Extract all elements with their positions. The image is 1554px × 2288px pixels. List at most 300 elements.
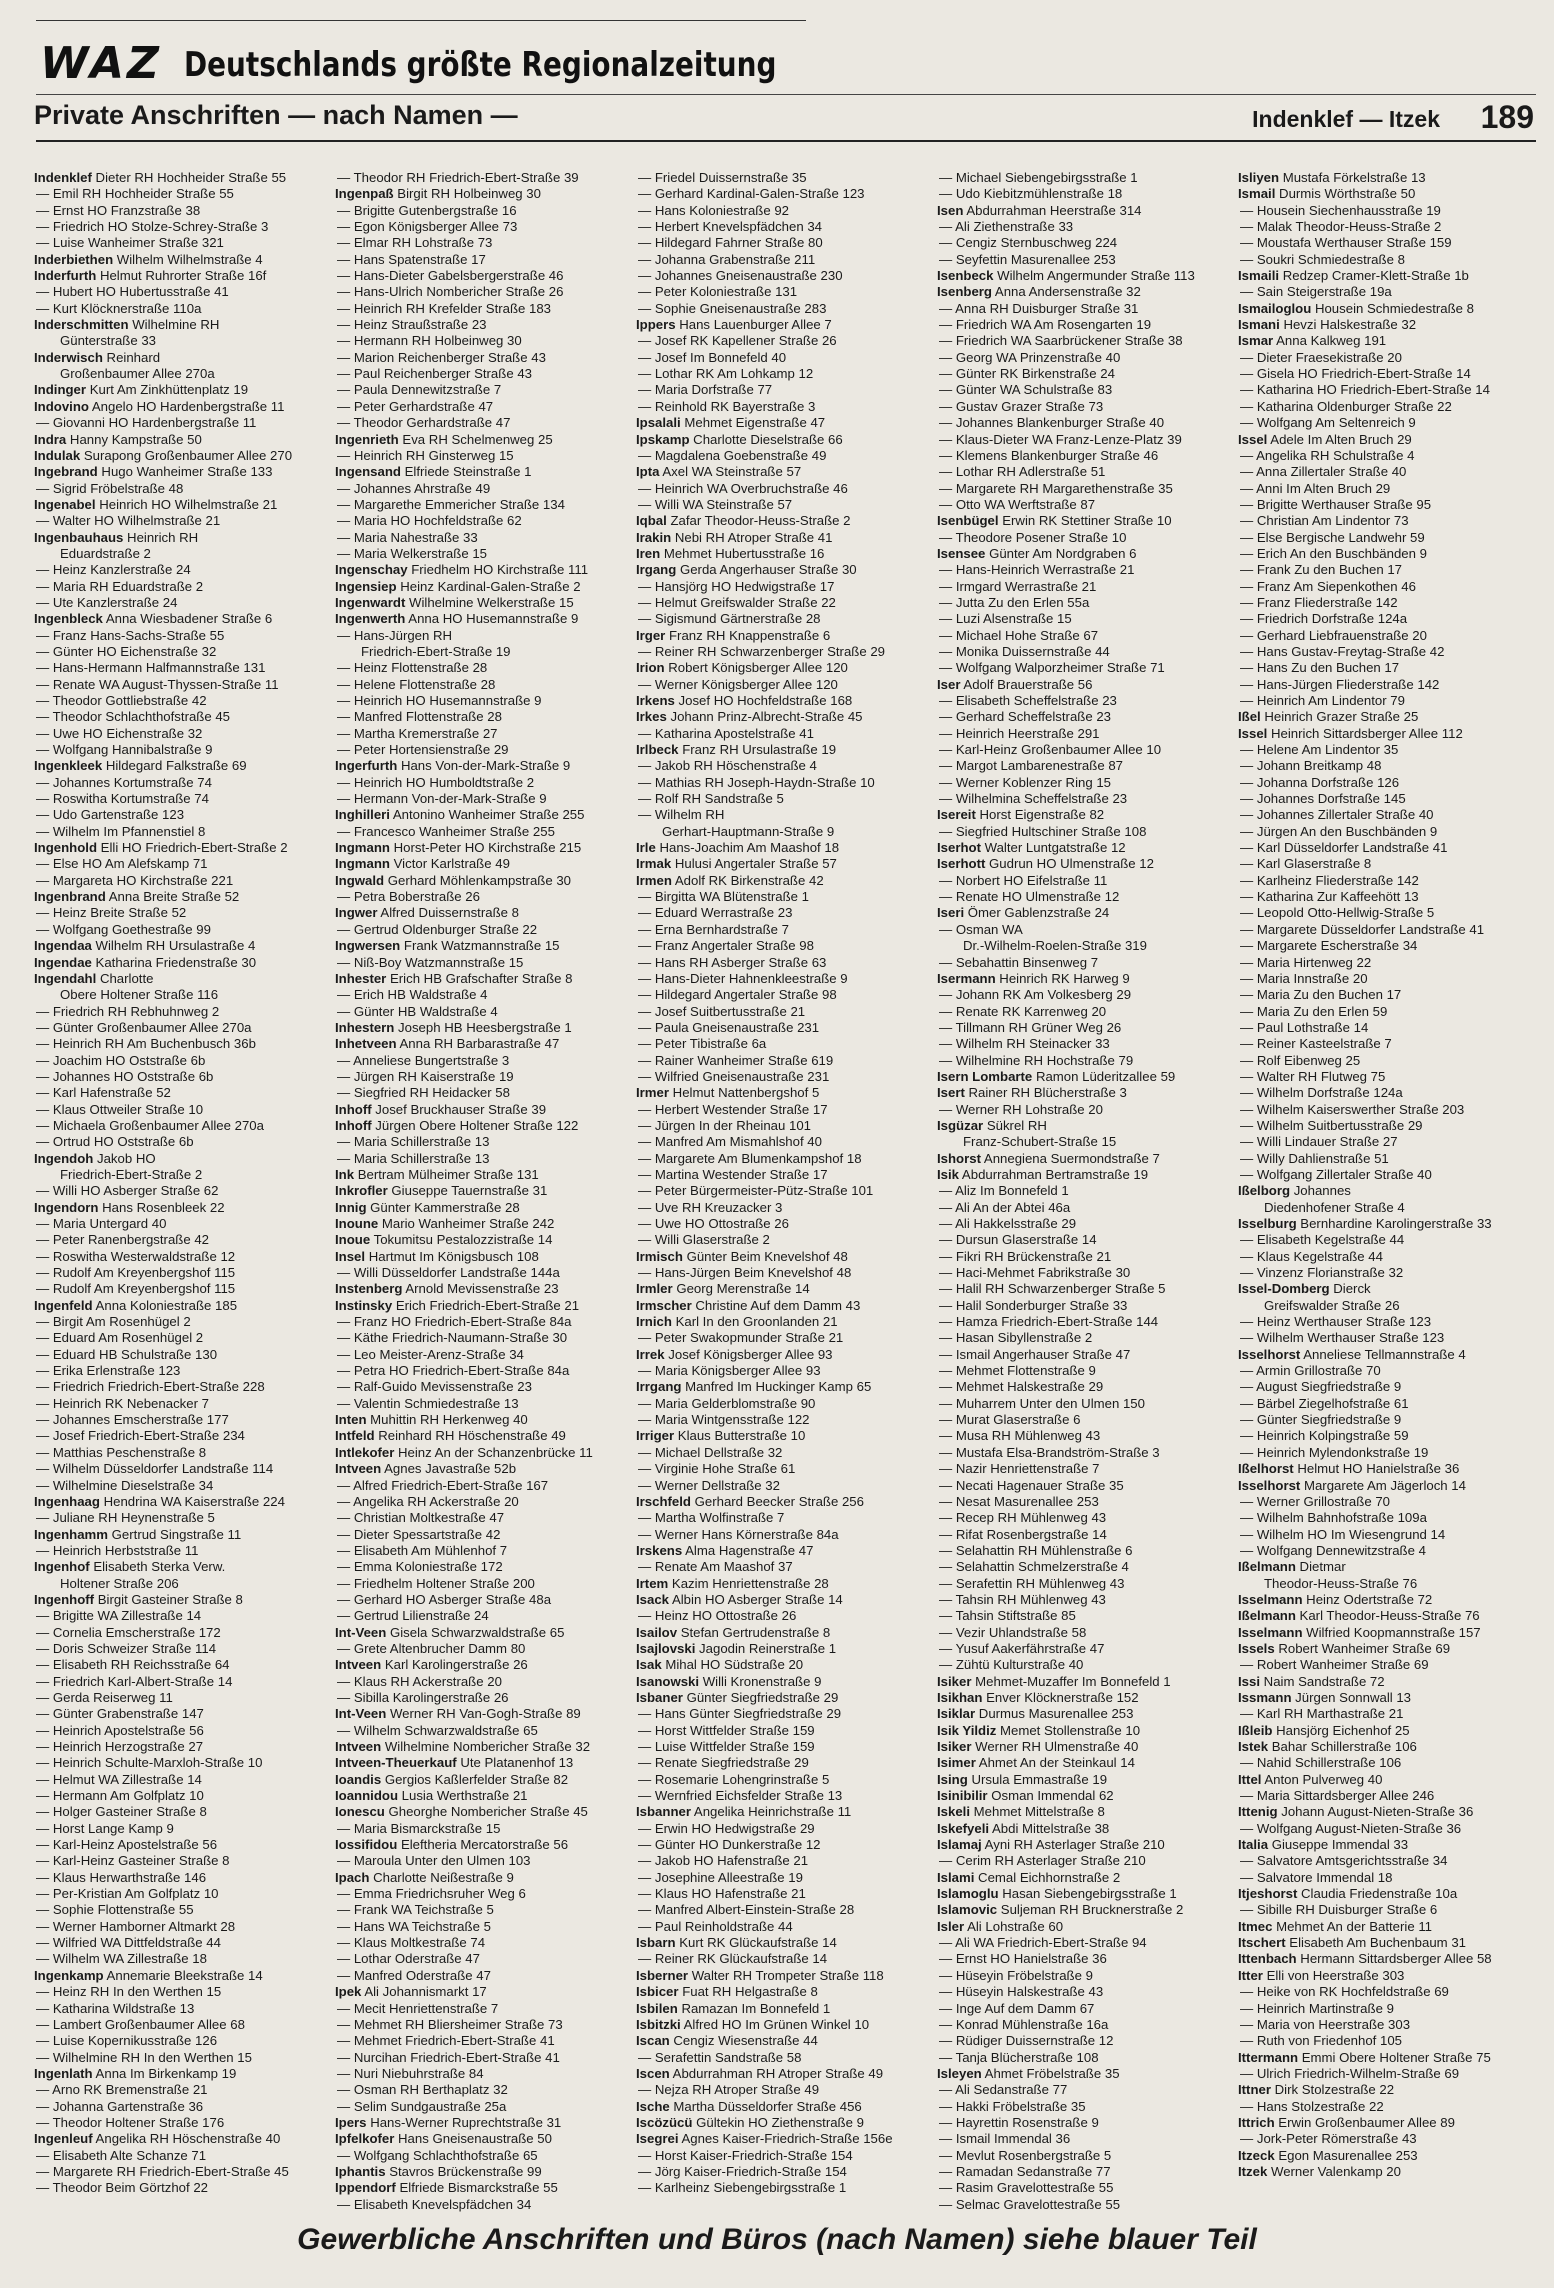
listing-entry: Irmscher Christine Auf dem Damm 43 (636, 1297, 861, 1313)
listing-continuation: Obere Holtener Straße 116 (60, 987, 219, 1003)
listing-entry: Itschert Elisabeth Am Buchenbaum 31 (1238, 1935, 1466, 1951)
listing-subentry: — Gerhard HO Asberger Straße 48a (337, 1591, 552, 1607)
listing-subentry: — Werner Dellstraße 32 (638, 1477, 780, 1493)
surname: Islami (937, 1869, 975, 1885)
surname: Irion (636, 660, 665, 676)
listing-subentry: — Christian Moltkestraße 47 (337, 1510, 505, 1526)
listing-subentry: — Katharina Apostelstraße 41 (638, 725, 814, 741)
header-rule (36, 94, 1536, 95)
listing-column-5 (1238, 170, 1524, 2190)
listing-entry: Ißelhorst Helmut HO Hanielstraße 36 (1238, 1461, 1460, 1477)
listing-subentry: — Emma Friedrichsruher Weg 6 (337, 1886, 526, 1902)
listing-entry: Ingenleuf Angelika RH Höschenstraße 40 (34, 2131, 281, 2147)
surname: Inoune (335, 1216, 379, 1231)
footer-note: Gewerbliche Anschriften und Büros (nach Namen) siehe blauer Teil (297, 2223, 1257, 2256)
listing-subentry: — Manfred Oderstraße 47 (337, 1967, 491, 1983)
listing-subentry: — Josef Suitbertusstraße 21 (638, 1003, 806, 1019)
listing-subentry: — Erna Bernhardstraße 7 (638, 921, 789, 937)
listing-subentry: — Uwe HO Ottostraße 26 (638, 1216, 789, 1231)
listing-subentry: — Uve RH Kreuzacker 3 (638, 1199, 783, 1215)
surname: Ippers (636, 317, 676, 333)
listing-subentry: — Johanna Grabenstraße 211 (638, 251, 816, 267)
listing-subentry: — Theodor Beim Görtzhof 22 (36, 2180, 209, 2196)
listing-subentry: — Günter WA Schulstraße 83 (939, 382, 1113, 398)
listing-subentry: — Theodor Gottliebstraße 42 (36, 693, 207, 708)
listing-subentry: — Eduard HB Schulstraße 130 (36, 1346, 218, 1362)
surname: Isenbügel (937, 513, 999, 529)
surname: Istek (1238, 1739, 1269, 1754)
listing-entry: Isiklar Durmus Masurenallee 253 (937, 1706, 1134, 1722)
listing-subentry: — Paul Reichenberger Straße 43 (337, 366, 532, 382)
surname: Ittenig (1238, 1804, 1278, 1820)
surname: Ingenfeld (34, 1297, 93, 1313)
listing-subentry: — Margareta HO Kirchstraße 221 (36, 872, 234, 888)
listing-entry: Intlekofer Heinz An der Schanzenbrücke 11 (335, 1444, 593, 1460)
listing-subentry: — Salvatore Immendal 18 (1240, 1869, 1393, 1885)
listing-subentry: — Peter Gerhardstraße 47 (337, 398, 494, 414)
surname: Indra (34, 431, 67, 447)
surname: Ingenleuf (34, 2131, 93, 2147)
listing-entry: Isbicer Fuat RH Helgastraße 8 (636, 1984, 818, 2000)
listing-subentry: — Heinrich RK Nebenacker 7 (36, 1395, 209, 1411)
listing-entry: Ingwald Gerhard Möhlenkampstraße 30 (335, 872, 572, 888)
listing-subentry: — Brigitte Werthauser Straße 95 (1240, 496, 1432, 512)
listing-subentry: — Frank Zu den Buchen 17 (1240, 562, 1403, 578)
listing-subentry: — Malak Theodor-Heuss-Straße 2 (1240, 219, 1442, 235)
masthead (40, 36, 906, 89)
listing-subentry: — Manfred Albert-Einstein-Straße 28 (638, 1902, 855, 1918)
listing-subentry: — Sebahattin Binsenweg 7 (939, 954, 1099, 970)
listing-entry: Ingendae Katharina Friedenstraße 30 (34, 954, 257, 970)
listing-entry: Ipfelkofer Hans Gneisenaustraße 50 (335, 2131, 552, 2147)
listing-subentry: — Ulrich Friedrich-Wilhelm-Straße 69 (1240, 2065, 1460, 2081)
listing-subentry: — Halil RH Schwarzenberger Straße 5 (939, 1281, 1166, 1297)
listing-subentry: — Ruth von Friedenhof 105 (1240, 2033, 1403, 2049)
listing-entry: Irger Franz RH Knappenstraße 6 (636, 627, 831, 643)
listing-subentry: — Paula Gneisenaustraße 231 (638, 1019, 820, 1035)
listing-subentry: — Hans-Jürgen Fliederstraße 142 (1240, 676, 1440, 692)
surname: Ipskamp (636, 431, 690, 447)
listing-continuation: Friedrich-Ebert-Straße 2 (60, 1166, 203, 1182)
surname: Isailov (636, 1624, 678, 1640)
surname: Ingenbleck (34, 611, 103, 627)
surname: Iren (636, 545, 661, 561)
listing-subentry: — Nahid Schillerstraße 106 (1240, 1755, 1402, 1771)
surname: Ippendorf (335, 2180, 396, 2196)
listing-subentry: — Maria HO Hochfeldstraße 62 (337, 513, 522, 529)
listing-subentry: — Hans RH Asberger Straße 63 (638, 954, 827, 970)
listing-subentry: — Werner Grillostraße 70 (1240, 1493, 1390, 1509)
surname: Ißel (1238, 709, 1261, 725)
listing-subentry: — Dieter Spessartstraße 42 (337, 1526, 501, 1542)
listing-subentry: — Friedrich Dorfstraße 124a (1240, 611, 1408, 627)
listing-subentry: — Luzi Alsenstraße 15 (939, 611, 1072, 627)
listing-subentry: — Klaus Kegelstraße 44 (1240, 1248, 1383, 1264)
listing-subentry: — Sibilla Karolingerstraße 26 (337, 1689, 509, 1705)
listing-subentry: — Wilfried WA Dittfeldstraße 44 (36, 1935, 221, 1951)
listing-subentry: — Sain Steigerstraße 19a (1240, 284, 1392, 300)
surname: Irlbeck (636, 742, 679, 758)
listing-entry: Isenberg Anna Andersenstraße 32 (937, 284, 1141, 300)
listing-subentry: — Virginie Hohe Straße 61 (638, 1461, 796, 1477)
surname: Isbilen (636, 2000, 678, 2016)
surname: Irrgang (636, 1379, 682, 1395)
listing-subentry: — Mehmet Flottenstraße 9 (939, 1363, 1096, 1379)
listing-subentry: — Serafettin Sandstraße 58 (638, 2049, 802, 2065)
listing-subentry: — Reiner RH Schwarzenberger Straße 29 (638, 643, 886, 659)
listing-entry: Isbanner Angelika Heinrichstraße 11 (636, 1804, 852, 1820)
listing-entry: Isliyen Mustafa Förkelstraße 13 (1238, 170, 1426, 185)
listing-subentry: — Hans-Hermann Halfmannstraße 131 (36, 660, 266, 676)
listing-subentry: — Heinrich HO Humboldtstraße 2 (337, 774, 535, 790)
surname: Islamovic (937, 1902, 998, 1918)
surname: Isiker (937, 1673, 972, 1689)
listing-subentry: — Werner Hans Körnerstraße 84a (638, 1526, 839, 1542)
listing-entry: Intveen Agnes Javastraße 52b (335, 1461, 517, 1477)
listing-entry: Ingendoh Jakob HO (34, 1150, 156, 1166)
listing-subentry: — Heinrich Schulte-Marxloh-Straße 10 (36, 1755, 263, 1771)
listing-subentry: — Egon Königsberger Allee 73 (337, 219, 518, 235)
listing-subentry: — Dursun Glaserstraße 14 (939, 1232, 1097, 1248)
listing-subentry: — Hamza Friedrich-Ebert-Straße 144 (939, 1314, 1159, 1330)
listing-subentry: — Haci-Mehmet Fabrikstraße 30 (939, 1265, 1131, 1281)
surname: Irmler (636, 1281, 673, 1297)
listing-entry: Isbitzki Alfred HO Im Grünen Winkel 10 (636, 2016, 870, 2032)
surname: Isik Yildiz (937, 1722, 997, 1738)
listing-subentry: — Rifat Rosenbergstraße 14 (939, 1526, 1107, 1542)
listing-subentry: — Johannes Ahrstraße 49 (337, 480, 491, 496)
listing-subentry: — Theodor Gerhardstraße 47 (337, 415, 511, 431)
listing-entry: Isselhorst Margarete Am Jägerloch 14 (1238, 1477, 1466, 1493)
listing-subentry: — Rüdiger Duissernstraße 12 (939, 2033, 1114, 2049)
surname: Intlekofer (335, 1444, 395, 1460)
listing-subentry: — Heinz HO Ottostraße 26 (638, 1608, 797, 1624)
listing-entry: Insel Hartmut Im Königsbusch 108 (335, 1248, 539, 1264)
surname: Ingendaa (34, 938, 92, 954)
surname: Irmscher (636, 1297, 692, 1313)
listing-entry: Isensee Günter Am Nordgraben 6 (937, 545, 1137, 561)
listing-entry: Ische Martha Düsseldorfer Straße 456 (636, 2098, 862, 2114)
surname: Iskefyeli (937, 1820, 990, 1836)
listing-entry: Isak Mihal HO Südstraße 20 (636, 1657, 804, 1673)
listing-entry: Int-Veen Werner RH Van-Gogh-Straße 89 (335, 1706, 581, 1722)
listing-entry: Issel Heinrich Sittardsberger Allee 112 (1238, 725, 1463, 741)
listing-subentry: — Jürgen RH Kaiserstraße 19 (337, 1068, 514, 1084)
surname: Ingenbrand (34, 889, 106, 905)
listing-subentry: — Wilhelm Bahnhofstraße 109a (1240, 1510, 1427, 1526)
listing-entry: Iossifidou Eleftheria Mercatorstraße 56 (335, 1837, 569, 1853)
listing-entry: Inkrofler Giuseppe Tauernstraße 31 (335, 1183, 548, 1199)
listing-entry: Ittrich Erwin Großenbaumer Allee 89 (1238, 2114, 1455, 2130)
listing-subentry: — Muharrem Unter den Ulmen 150 (939, 1395, 1145, 1411)
listing-entry: Iscözücü Gültekin HO Ziethenstraße 9 (636, 2114, 864, 2130)
listing-column-3 (636, 170, 922, 2196)
listing-entry: Irakin Nebi RH Atroper Straße 41 (636, 529, 833, 545)
listing-subentry: — Udo Kiebitzmühlenstraße 18 (939, 186, 1123, 202)
listing-entry: Ingwer Alfred Duissernstraße 8 (335, 905, 519, 921)
listing-subentry: — Rainer Wanheimer Straße 619 (638, 1052, 834, 1068)
surname: Isanowski (636, 1673, 700, 1689)
surname: Ingenhof (34, 1559, 90, 1575)
listing-subentry: — Juliane RH Heynenstraße 5 (36, 1510, 215, 1526)
surname: Ittenbach (1238, 1951, 1297, 1967)
listing-column-1 (34, 170, 320, 2196)
listing-subentry: — Reiner Kasteelstraße 7 (1240, 1036, 1392, 1052)
listing-subentry: — Doris Schweizer Straße 114 (36, 1640, 217, 1656)
surname: Isensee (937, 545, 986, 561)
surname: Ising (937, 1771, 968, 1787)
listing-entry: Iscan Cengiz Wiesenstraße 44 (636, 2033, 818, 2049)
listing-subentry: — Heinrich Herbststraße 11 (36, 1542, 199, 1558)
listing-subentry: — Yusuf Aakerfährstraße 47 (939, 1640, 1105, 1656)
listing-entry: Ingensiep Heinz Kardinal-Galen-Straße 2 (335, 578, 581, 594)
listing-subentry: — Ismail Angerhauser Straße 47 (939, 1346, 1131, 1362)
surname: Ißleib (1238, 1722, 1273, 1738)
surname: Iserhot (937, 840, 981, 856)
listing-subentry: — Gerhard Scheffelstraße 23 (939, 709, 1112, 725)
listing-subentry: — Heinrich Kolpingstraße 59 (1240, 1428, 1409, 1444)
listing-subentry: — Selahattin RH Mühlenstraße 6 (939, 1542, 1133, 1558)
listing-subentry: — August Siegfriedstraße 9 (1240, 1379, 1402, 1395)
listing-subentry: — Paul Reinholdstraße 44 (638, 1918, 793, 1934)
surname: Ioannidou (335, 1788, 398, 1804)
listing-subentry: — Hans Stolzestraße 22 (1240, 2098, 1384, 2114)
surname: Issels (1238, 1640, 1275, 1656)
surname: Isbarn (636, 1935, 676, 1951)
surname: Isereit (937, 807, 976, 823)
listing-subentry: — Reinhold RK Bayerstraße 3 (638, 398, 816, 414)
surname: Isselmann (1238, 1624, 1303, 1640)
listing-subentry: — Rosemarie Lohengrinstraße 5 (638, 1771, 830, 1787)
surname: Intveen (335, 1461, 382, 1477)
surname: Inten (335, 1412, 367, 1428)
surname: Ingenkamp (34, 1967, 104, 1983)
listing-entry: Isselmann Heinz Odertstraße 72 (1238, 1591, 1433, 1607)
listing-subentry: — Jörg Kaiser-Friedrich-Straße 154 (638, 2163, 847, 2179)
listing-subentry: — Karl-Heinz Großenbaumer Allee 10 (939, 742, 1162, 758)
surname: Ingenhoff (34, 1591, 95, 1607)
listing-subentry: — Mehmet RH Bliersheimer Straße 73 (337, 2016, 563, 2032)
listing-subentry: — Wolfgang August-Nieten-Straße 36 (1240, 1820, 1462, 1836)
listing-entry: Ioandis Gergios Kaßlerfelder Straße 82 (335, 1771, 569, 1787)
listing-entry: Isinibilir Osman Immendal 62 (937, 1788, 1114, 1804)
surname: Isselhorst (1238, 1346, 1301, 1362)
listing-subentry: — Dieter Fraesekistraße 20 (1240, 349, 1402, 365)
listing-subentry: — Manfred Am Mismahlshof 40 (638, 1134, 822, 1150)
listing-subentry: — Tanja Blücherstraße 108 (939, 2049, 1099, 2065)
listing-subentry: — Karlheinz Siebengebirgsstraße 1 (638, 2180, 847, 2196)
surname: Insel (335, 1248, 366, 1264)
listing-subentry: — Soukri Schmiedestraße 8 (1240, 251, 1405, 267)
listing-subentry: — Erich HB Waldstraße 4 (337, 987, 488, 1003)
listing-subentry: — Hans-Jürgen RH (337, 627, 453, 643)
listing-subentry: — Wilhelm RH (638, 807, 725, 823)
listing-subentry: — Wilhelm WA Zillestraße 18 (36, 1951, 207, 1967)
listing-entry: Ipek Ali Johannismarkt 17 (335, 1984, 487, 2000)
listing-continuation: Franz-Schubert-Straße 15 (963, 1134, 1117, 1150)
surname: Isberner (636, 1967, 689, 1983)
surname: Ingwald (335, 872, 385, 888)
surname: Int-Veen (335, 1706, 387, 1722)
surname: Ipfelkofer (335, 2131, 395, 2147)
listing-subentry: — Heinrich Apostelstraße 56 (36, 1722, 204, 1738)
listing-entry: Instenberg Arnold Mevissenstraße 23 (335, 1281, 559, 1297)
listing-entry: Indra Hanny Kampstraße 50 (34, 431, 202, 447)
listing-subentry: — Rudolf Am Kreyenbergshof 115 (36, 1281, 236, 1297)
listing-columns (34, 170, 1524, 2212)
listing-entry: Ingenbleck Anna Wiesbadener Straße 6 (34, 611, 273, 627)
listing-subentry: — Margarethe Emmericher Straße 134 (337, 496, 565, 512)
surname: Isak (636, 1657, 662, 1673)
surname: Intfeld (335, 1428, 375, 1444)
listing-subentry: — Tahsin RH Mühlenweg 43 (939, 1591, 1106, 1607)
listing-subentry: — Peter Ranenbergstraße 42 (36, 1232, 209, 1248)
listing-subentry: — Günter HO Eichenstraße 32 (36, 643, 217, 659)
listing-entry: Ising Ursula Emmastraße 19 (937, 1771, 1108, 1787)
listing-entry: Ingenschay Friedhelm HO Kirchstraße 111 (335, 562, 589, 578)
surname: Ittel (1238, 1771, 1262, 1787)
listing-subentry: — Herbert Westender Straße 17 (638, 1101, 828, 1117)
listing-subentry: — Wolfgang Zillertaler Straße 40 (1240, 1166, 1432, 1182)
listing-subentry: — Johannes Dorfstraße 145 (1240, 791, 1406, 807)
listing-subentry: — Heinrich Am Lindentor 79 (1240, 693, 1405, 708)
listing-subentry: — Friedrich Friedrich-Ebert-Straße 228 (36, 1379, 265, 1395)
surname: Isenberg (937, 284, 992, 300)
listing-subentry: — Nazir Henriettenstraße 7 (939, 1461, 1100, 1477)
listing-subentry: — Jakob HO Hafenstraße 21 (638, 1853, 809, 1869)
listing-subentry: — Hermann RH Holbeinweg 30 (337, 333, 522, 349)
listing-subentry: — Michael Siebengebirgsstraße 1 (939, 170, 1138, 185)
listing-subentry: — Peter Tibistraße 6a (638, 1036, 767, 1052)
listing-subentry: — Giovanni HO Hardenbergstraße 11 (36, 415, 257, 431)
listing-subentry: — Elisabeth Alte Schanze 71 (36, 2147, 207, 2163)
listing-subentry: — Maria Untergard 40 (36, 1216, 167, 1231)
listing-subentry: — Osman WA (939, 921, 1023, 937)
listing-subentry: — Rolf Eibenweg 25 (1240, 1052, 1361, 1068)
listing-entry: Isbarn Kurt RK Glückaufstraße 14 (636, 1935, 837, 1951)
listing-subentry: — Hermann Am Golfplatz 10 (36, 1788, 204, 1804)
surname: Ittermann (1238, 2049, 1299, 2065)
listing-entry: Ingenhaag Hendrina WA Kaiserstraße 224 (34, 1493, 285, 1509)
surname: Irschfeld (636, 1493, 691, 1509)
listing-subentry: — Werner Koblenzer Ring 15 (939, 774, 1112, 790)
surname: Ingenbauhaus (34, 529, 124, 545)
listing-entry: Isikhan Enver Klöcknerstraße 152 (937, 1689, 1139, 1705)
surname: Ingenkleek (34, 758, 103, 774)
listing-subentry: — Klaus Herwarthstraße 146 (36, 1869, 207, 1885)
listing-subentry: — Lothar RK Am Lohkamp 12 (638, 366, 814, 382)
surname: Ingenhold (34, 840, 97, 856)
listing-entry: Islamoglu Hasan Siebengebirgsstraße 1 (937, 1886, 1177, 1902)
listing-subentry: — Werner Hamborner Altmarkt 28 (36, 1918, 236, 1934)
listing-subentry: — Brigitte WA Zillestraße 14 (36, 1608, 202, 1624)
listing-subentry: — Klaus-Dieter WA Franz-Lenze-Platz 39 (939, 431, 1182, 447)
listing-entry: Ingwersen Frank Watzmannstraße 15 (335, 938, 560, 954)
listing-subentry: — Per-Kristian Am Golfplatz 10 (36, 1886, 219, 1902)
listing-subentry: — Friedrich RH Rebhuhnweg 2 (36, 1003, 220, 1019)
listing-subentry: — Hüseyin Halskestraße 43 (939, 1984, 1104, 2000)
listing-subentry: — Sigrid Fröbelstraße 48 (36, 480, 184, 496)
listing-subentry: — Helene Am Lindentor 35 (1240, 742, 1399, 758)
listing-subentry: — Walter HO Wilhelmstraße 21 (36, 513, 221, 529)
listing-subentry: — Ute Kanzlerstraße 24 (36, 594, 178, 610)
listing-subentry: — Bärbel Ziegelhofstraße 61 (1240, 1395, 1409, 1411)
surname: Ingenlath (34, 2065, 93, 2081)
listing-subentry: — Tillmann RH Grüner Weg 26 (939, 1019, 1122, 1035)
listing-entry: Innig Günter Kammerstraße 28 (335, 1199, 520, 1215)
listing-subentry: — Else Bergische Landwehr 59 (1240, 529, 1425, 545)
surname: Iscözücü (636, 2114, 693, 2130)
listing-subentry: — Willi Düsseldorfer Landstraße 144a (337, 1265, 560, 1281)
listing-subentry: — Heinz RH In den Werthen 15 (36, 1984, 222, 2000)
listing-entry: Isern Lombarte Ramon Lüderitzallee 59 (937, 1068, 1176, 1084)
listing-subentry: — Renate HO Ulmenstraße 12 (939, 889, 1120, 905)
listing-entry: Islami Cemal Eichhornstraße 2 (937, 1869, 1121, 1885)
listing-subentry: — Murat Glaserstraße 6 (939, 1412, 1081, 1428)
listing-entry: Islamaj Ayni RH Asterlager Straße 210 (937, 1837, 1165, 1853)
page-range: Indenklef — Itzek (1252, 106, 1440, 132)
listing-subentry: — Theodor Holtener Straße 176 (36, 2114, 225, 2130)
listing-entry: Itjeshorst Claudia Friedenstraße 10a (1238, 1886, 1458, 1902)
listing-entry: Ionescu Gheorghe Nombericher Straße 45 (335, 1804, 588, 1820)
listing-subentry: — Hildegard Fahrner Straße 80 (638, 235, 823, 251)
surname: Ipsalali (636, 415, 681, 431)
listing-subentry: — Sophie Flottenstraße 55 (36, 1902, 194, 1918)
listing-entry: Isleyen Ahmet Fröbelstraße 35 (937, 2065, 1120, 2081)
listing-subentry: — Willi Glaserstraße 2 (638, 1232, 770, 1248)
surname: Indovino (34, 398, 89, 414)
listing-subentry: — Hans WA Teichstraße 5 (337, 1918, 491, 1934)
listing-subentry: — Jork-Peter Römerstraße 43 (1240, 2131, 1417, 2147)
listing-entry: Ingmann Victor Karlstraße 49 (335, 856, 510, 872)
listing-subentry: — Hans Zu den Buchen 17 (1240, 660, 1400, 676)
listing-subentry: — Siegfried Hultschiner Straße 108 (939, 823, 1147, 839)
listing-subentry: — Birgitta WA Blütenstraße 1 (638, 889, 810, 905)
listing-entry: Irkens Josef HO Hochfeldstraße 168 (636, 693, 853, 708)
surname: Ißelmann (1238, 1608, 1296, 1624)
listing-column-2 (335, 170, 621, 2212)
listing-subentry: — Holger Gasteiner Straße 8 (36, 1804, 207, 1820)
surname: Ioandis (335, 1771, 382, 1787)
listing-entry: Intveen Karl Karolingerstraße 26 (335, 1657, 528, 1673)
listing-entry: Inhester Erich HB Grafschafter Straße 8 (335, 970, 573, 986)
listing-subentry: — Leopold Otto-Hellwig-Straße 5 (1240, 905, 1435, 921)
listing-entry: Isanowski Willi Kronenstraße 9 (636, 1673, 822, 1689)
surname: Ionescu (335, 1804, 385, 1820)
listing-subentry: — Maria Innstraße 20 (1240, 970, 1368, 986)
listing-subentry: — Ali Ziethenstraße 33 (939, 219, 1074, 235)
listing-subentry: — Maria Dorfstraße 77 (638, 382, 773, 398)
listing-continuation: Gerhart-Hauptmann-Straße 9 (662, 823, 835, 839)
surname: Ingwer (335, 905, 378, 921)
listing-entry: Iskeli Mehmet Mittelstraße 8 (937, 1804, 1105, 1820)
listing-subentry: — Maria Bismarckstraße 15 (337, 1820, 501, 1836)
surname: Ißelmann (1238, 1559, 1296, 1575)
listing-entry: Irmler Georg Merenstraße 14 (636, 1281, 810, 1297)
listing-subentry: — Karl Glaserstraße 8 (1240, 856, 1372, 872)
listing-entry: Ipsalali Mehmet Eigenstraße 47 (636, 415, 826, 431)
listing-subentry: — Günter Grabenstraße 147 (36, 1706, 204, 1722)
listing-subentry: — Ali WA Friedrich-Ebert-Straße 94 (939, 1935, 1147, 1951)
surname: Issel-Domberg (1238, 1281, 1330, 1297)
listing-subentry: — Ramadan Sedanstraße 77 (939, 2163, 1111, 2179)
listing-entry: Isegrei Agnes Kaiser-Friedrich-Straße 156e (636, 2131, 893, 2147)
listing-subentry: — Wilhelm Düsseldorfer Landstraße 114 (36, 1461, 274, 1477)
listing-continuation: Eduardstraße 2 (60, 545, 151, 561)
listing-subentry: — Luise Wittfelder Straße 159 (638, 1739, 815, 1754)
listing-entry: Isselhorst Anneliese Tellmannstraße 4 (1238, 1346, 1466, 1362)
listing-entry: Ingensand Elfriede Steinstraße 1 (335, 464, 532, 480)
